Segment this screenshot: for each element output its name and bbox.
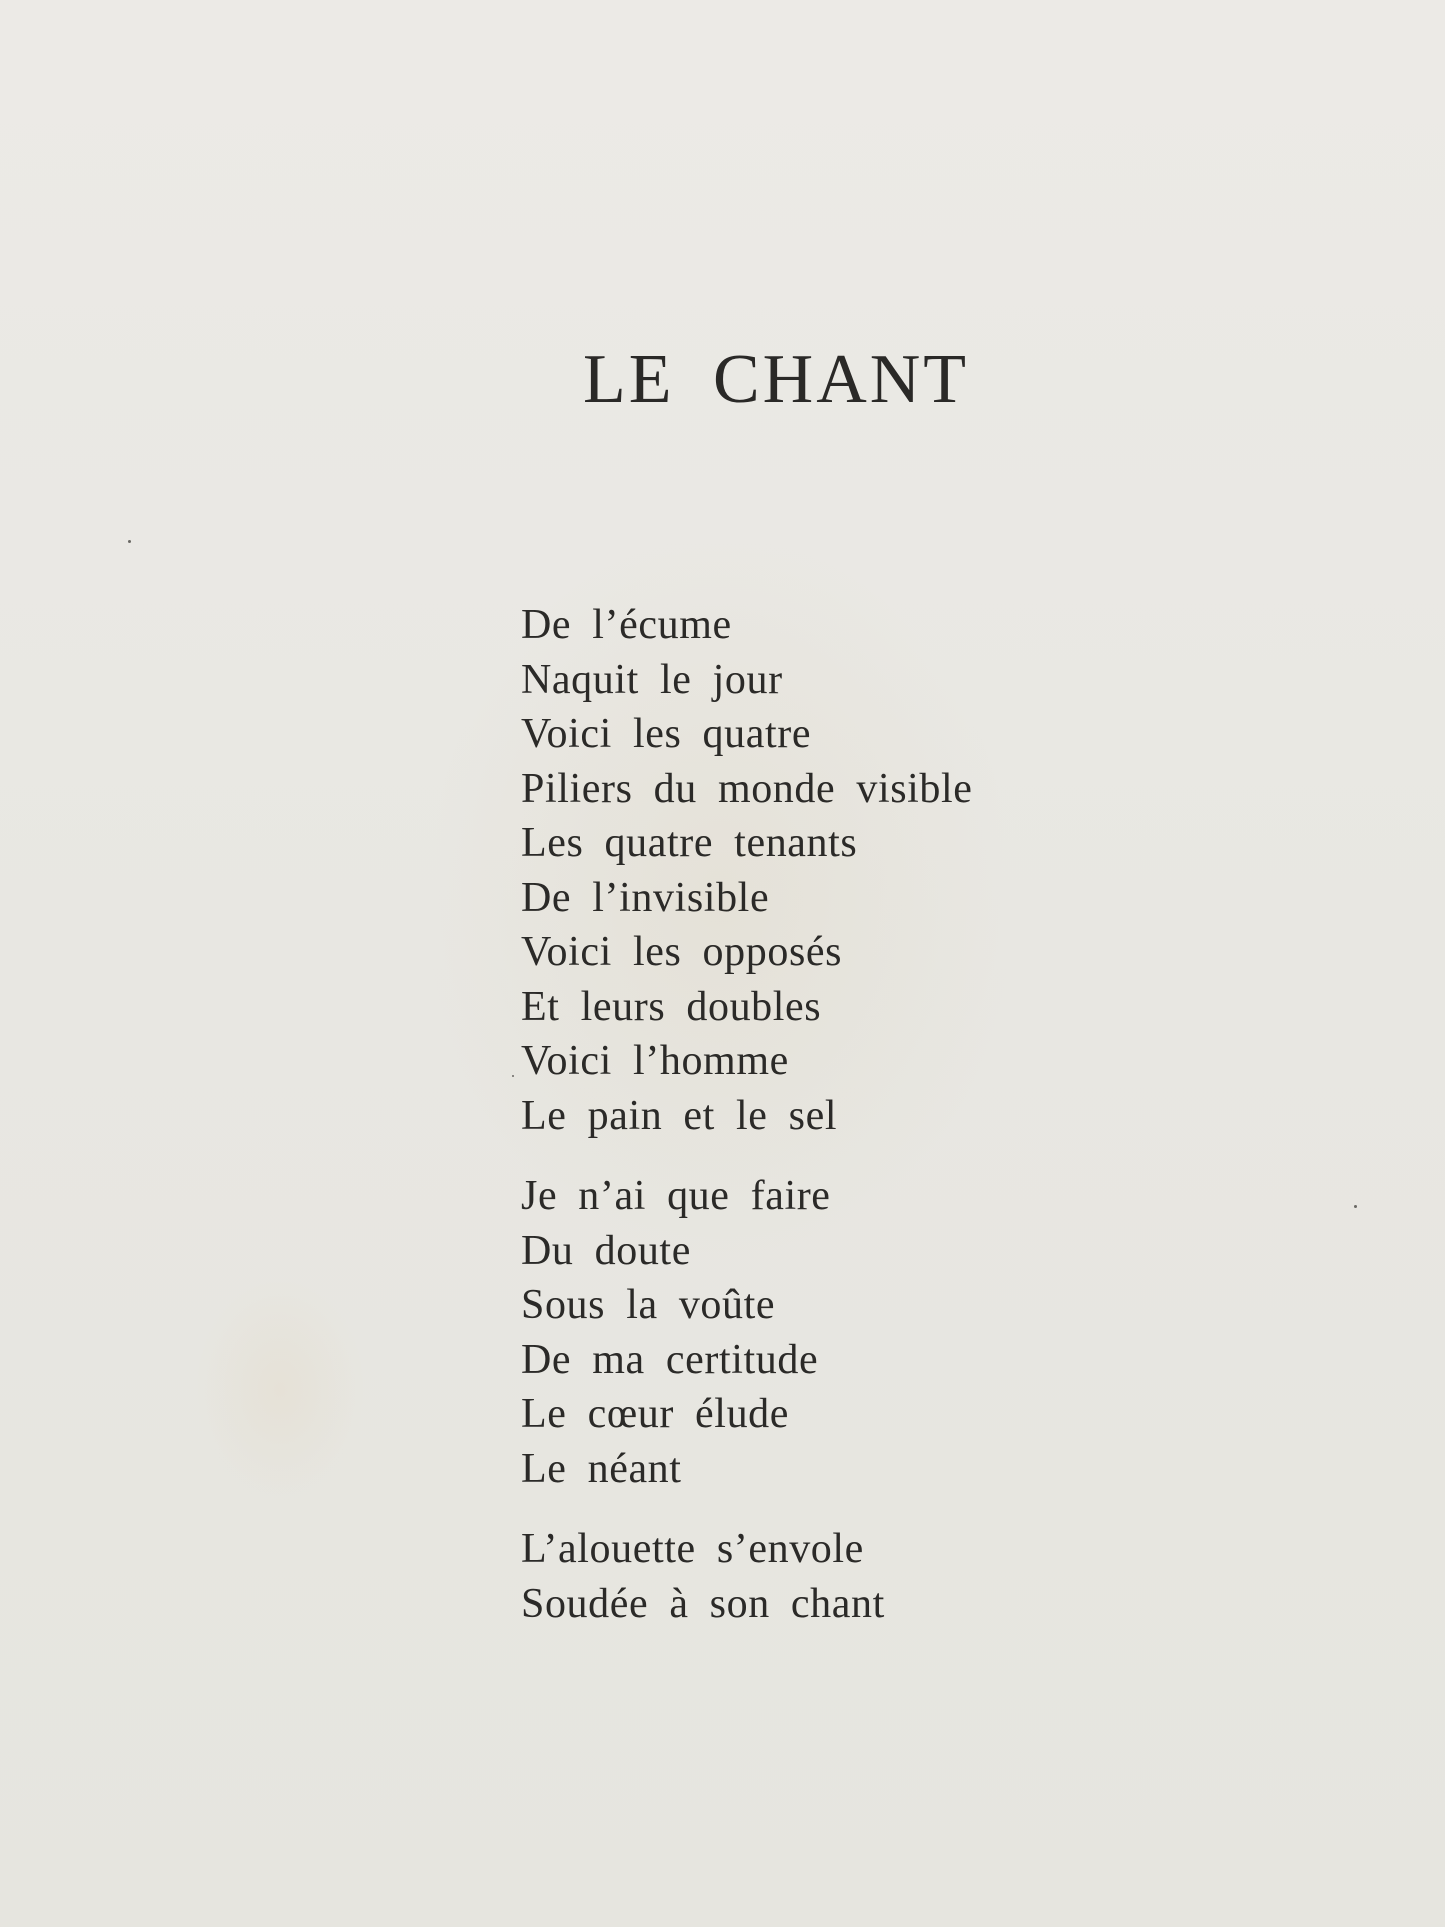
stanza-2 (521, 1169, 1221, 1496)
poem-line: Le pain et le sel (521, 1092, 838, 1139)
poem-line: L’alouette s’envole (521, 1526, 864, 1572)
poem-line: Et leurs doubles (521, 983, 822, 1030)
poem-line: De l’invisible (521, 874, 770, 921)
poem-line: Sous la voûte (521, 1282, 776, 1328)
paper-speck (1354, 1205, 1357, 1208)
poem-line: Voici l’homme (521, 1038, 789, 1084)
poem-line: De ma certitude (521, 1336, 819, 1383)
poem-title: LE CHANT (582, 341, 970, 418)
poem-line: Les quatre tenants (521, 820, 858, 866)
poem-line: Du doute (521, 1227, 691, 1274)
poem-line: Le cœur élude (521, 1391, 790, 1437)
poem-line: Voici les quatre (521, 711, 812, 757)
poem-line: Soudée à son chant (521, 1580, 885, 1627)
stanza-1 (521, 598, 1221, 1143)
paper-speck (512, 1075, 514, 1077)
poem-line: Piliers du monde visible (521, 765, 973, 812)
poem-line: Je n’ai que faire (521, 1173, 831, 1219)
stanza-3 (521, 1522, 1221, 1631)
poem-body (521, 598, 1221, 1631)
paper-speck (128, 540, 131, 543)
poem-line: Voici les opposés (521, 929, 843, 975)
poem-line: Naquit le jour (521, 656, 783, 703)
poem-line: Le néant (521, 1445, 682, 1492)
poem-line: De l’écume (521, 602, 732, 648)
